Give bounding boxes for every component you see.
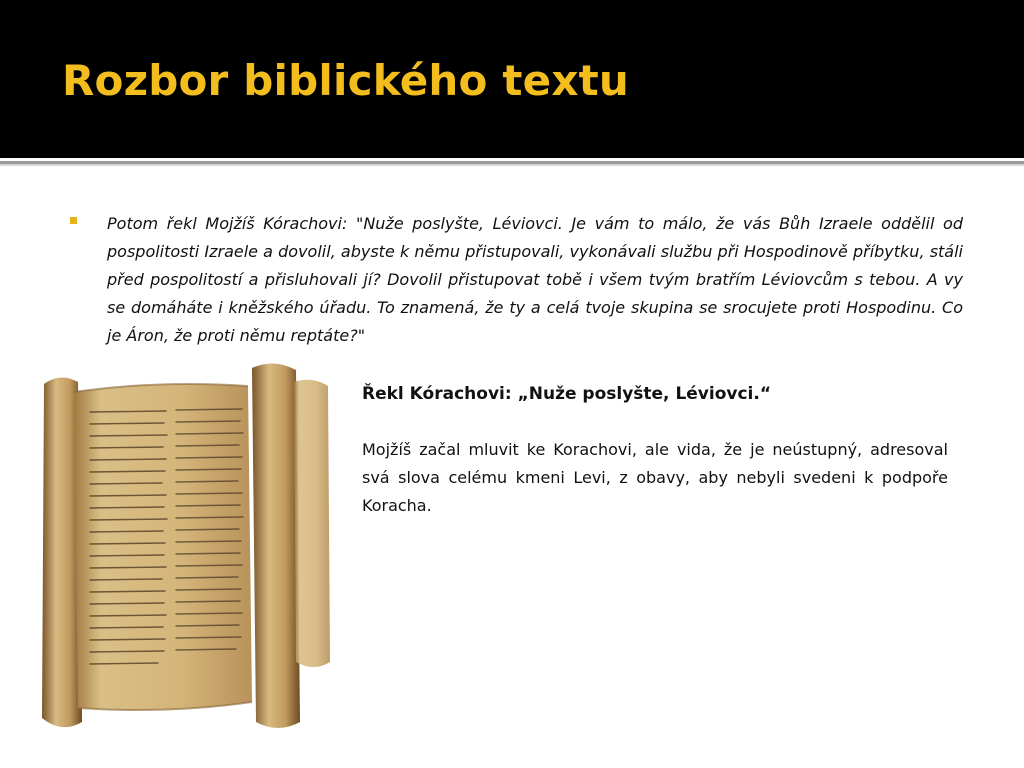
title-divider-highlight [0, 164, 1024, 166]
commentary-text: Mojžíš začal mluvit ke Korachovi, ale vida, že je neústupný, adresoval svá slova celému kmeni Levi, z obavy, aby nebyli svedeni k podpoře Koracha. [362, 440, 948, 515]
scroll-image [38, 362, 338, 736]
bible-quote: Potom řekl Mojžíš Kórachovi: "Nuže poslyšte, Léviovci. Je vám to málo, že vás Bůh Izraele oddělil od pospolitosti Izraele a dovolil, abyste k němu přistupovali, vykonávali službu při Hospodinově příbytku, stáli před pospolitostí a přisluhovali jí? Dovolil přistupovat tobě i všem tvým bratřím Léviovcům s tebou. A vy se domáháte i kněžského úřadu. To znamená, že ty a celá tvoje skupina se srocujete proti Hospodinu. Co je Áron, že proti němu reptáte?" [107, 214, 963, 345]
bullet-square-icon [70, 217, 77, 224]
title-bar [0, 0, 1024, 158]
subheading: Řekl Kórachovi: „Nuže poslyšte, Léviovci.“ [362, 384, 772, 404]
slide-title: Rozbor biblického textu [62, 56, 630, 105]
